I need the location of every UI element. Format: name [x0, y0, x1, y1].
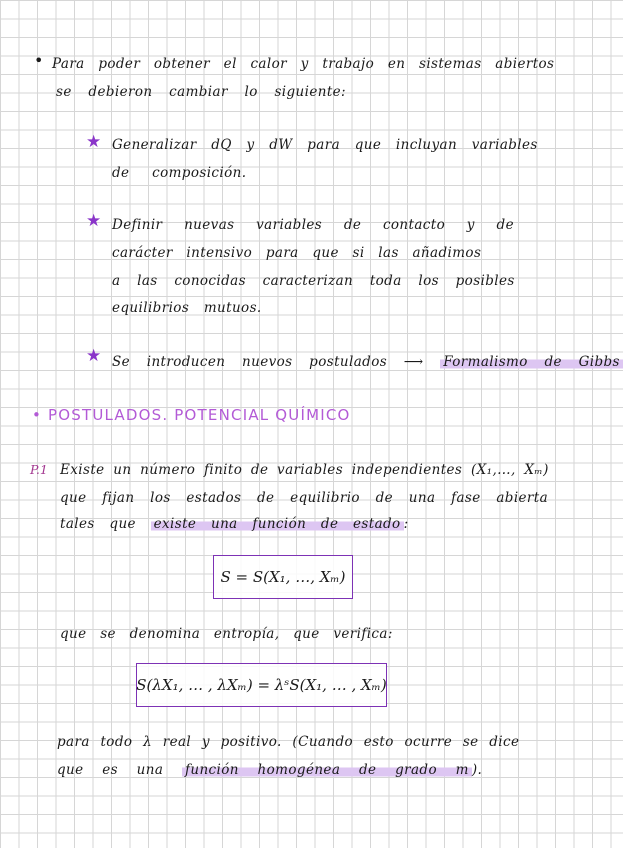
bullet-dot: •	[34, 51, 44, 70]
postulate-line-3	[60, 516, 409, 532]
postulate-line-6	[57, 762, 482, 778]
postulate-line-5: para todo λ real y positivo. (Cuando esto ocurre se dice	[57, 734, 520, 750]
star-icon: ★	[86, 346, 102, 366]
item-2-line-4: equilibrios mutuos.	[112, 300, 262, 316]
postulate-line-1: Existe un número finito de variables independientes (X₁,…, Xₘ)	[60, 462, 549, 478]
item-1-line-2: de composición.	[112, 165, 247, 181]
section-title: • POSTULADOS. POTENCIAL QUÍMICO	[32, 406, 351, 424]
star-icon: ★	[86, 132, 102, 152]
postulate-line-6-post: ).	[471, 762, 483, 778]
postulate-label: P.1	[30, 462, 48, 477]
item-3-text: Se introducen nuevos postulados ⟶	[112, 354, 424, 370]
entropy-formula: S = S(X₁, …, Xₘ)	[220, 568, 346, 586]
homogeneity-formula: S(λX₁, … , λXₘ) = λˢS(X₁, … , Xₘ)	[136, 676, 387, 694]
homogeneity-formula-box	[136, 663, 387, 707]
postulate-line-3-post: :	[403, 516, 409, 532]
item-3-line	[112, 354, 623, 370]
postulate-line-2: que fijan los estados de equilibrio de una fase abierta	[60, 490, 549, 506]
item-2-line-3: a las conocidas caracterizan toda los posibles	[112, 273, 515, 289]
gibbs-formalism-highlight: Formalismo de Gibbs	[440, 354, 623, 370]
item-1-line-1: Generalizar dQ y dW para que incluyan variables	[112, 137, 538, 153]
item-2-line-2: carácter intensivo para que si las añadimos	[112, 245, 482, 261]
homogeneous-function-highlight: función homogénea de grado m	[182, 762, 472, 778]
item-2-line-1: Definir nuevas variables de contacto y de	[112, 217, 514, 233]
state-function-highlight: existe una función de estado	[151, 516, 404, 532]
star-icon: ★	[86, 211, 102, 231]
postulate-line-4: que se denomina entropía, que verifica:	[60, 626, 393, 642]
intro-line-1: Para poder obtener el calor y trabajo en sistemas abiertos	[52, 56, 555, 72]
postulate-line-6-pre: que es una	[57, 762, 164, 778]
postulate-line-3-pre: tales que	[60, 516, 136, 532]
entropy-formula-box	[213, 555, 353, 599]
intro-line-2: se debieron cambiar lo siguiente:	[56, 84, 347, 100]
